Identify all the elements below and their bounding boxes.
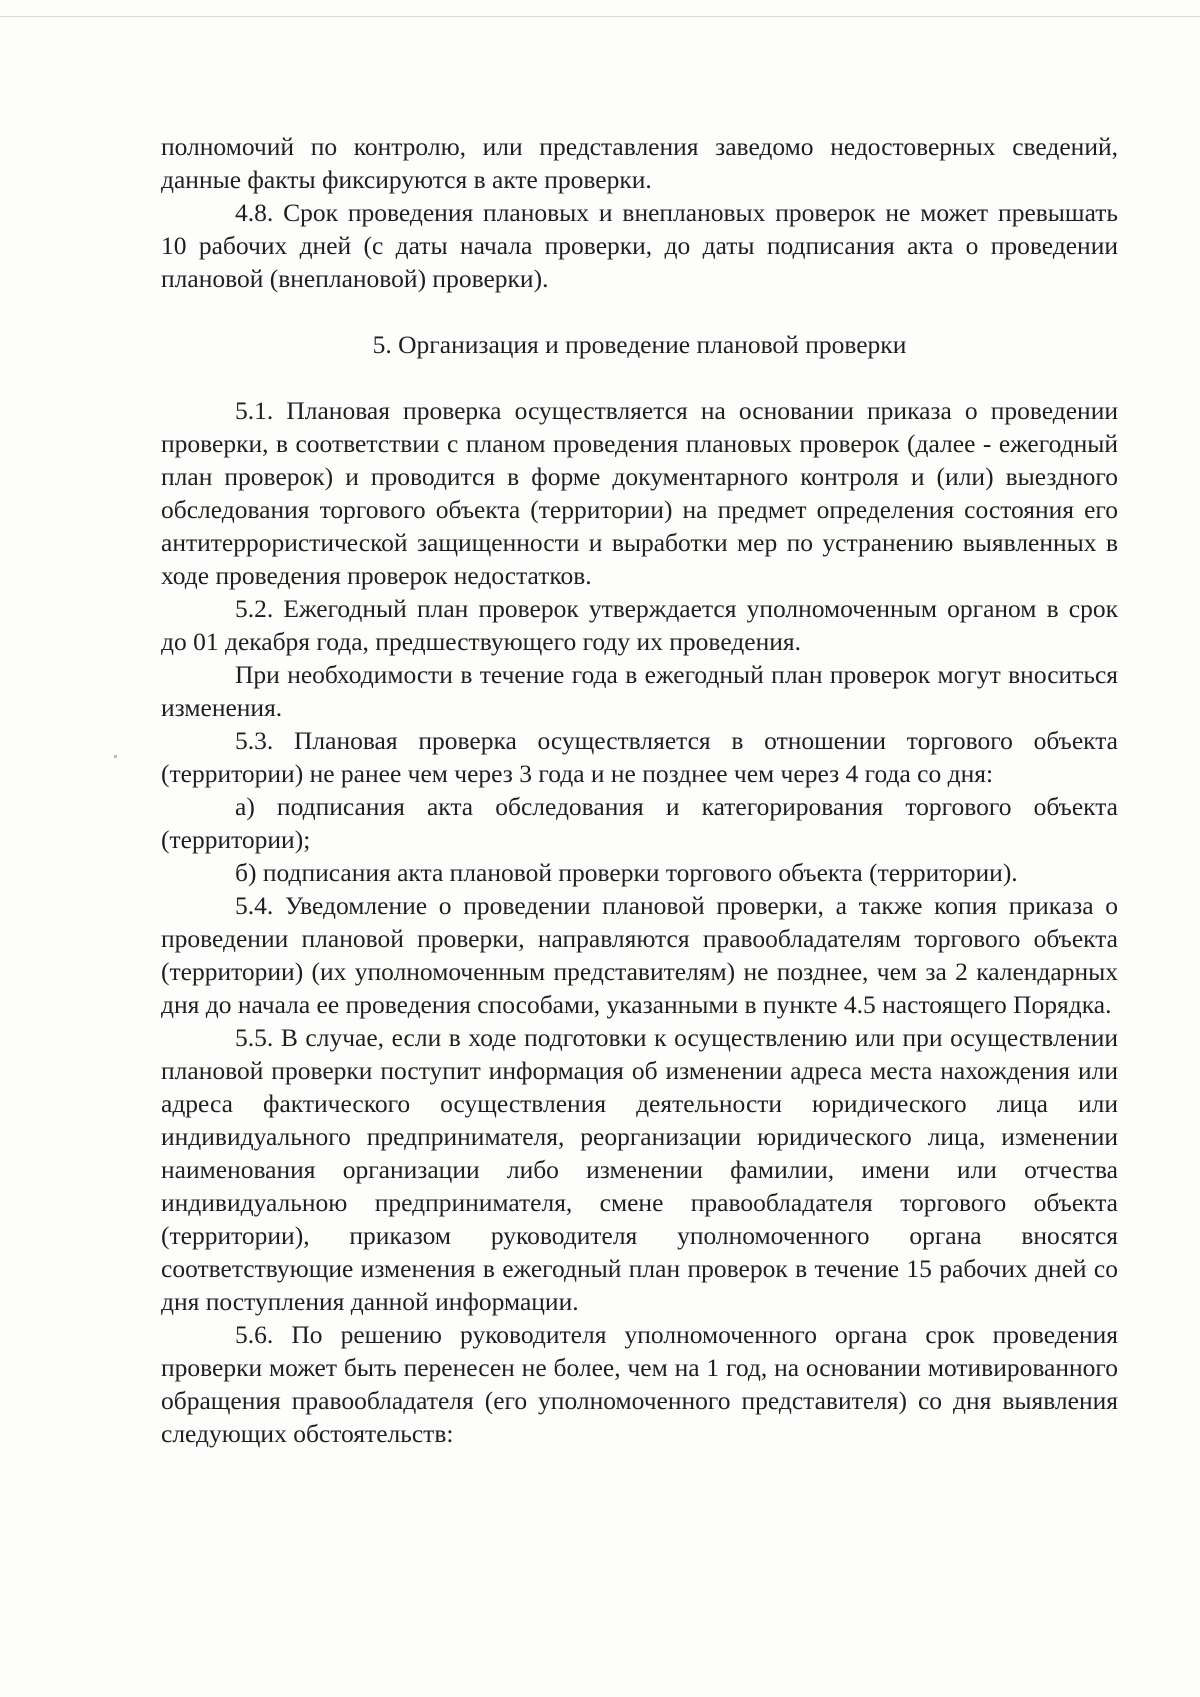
scan-edge-line (0, 16, 1200, 17)
document-body (161, 130, 1118, 1450)
paragraph-5-4: 5.4. Уведомление о проведении плановой проверки, а также копия приказа о проведении плановой проверки, направляются правообладателям торгового объекта (территории) (их уполномоченным представителям) не позднее, чем за 2 календарных дня до начала ее проведения способами, указанными в пункте 4.5 настоящего Порядка. (161, 891, 1118, 1019)
paragraph-5-3: 5.3. Плановая проверка осуществляется в отношении торгового объекта (территории) не ранее чем через 3 года и не позднее чем через 4 года со дня: (161, 726, 1118, 788)
paragraph-5-6: 5.6. По решению руководителя уполномоченного органа срок проведения проверки может быть перенесен не более, чем на 1 год, на основании мотивированного обращения правообладателя (его уполномоченного представителя) со дня выявления следующих обстоятельств: (161, 1320, 1118, 1448)
section-heading-5: 5. Организация и проведение плановой проверки (372, 330, 907, 359)
paragraph-4-8: 4.8. Срок проведения плановых и внеплановых проверок не может превышать 10 рабочих дней (с даты начала проверки, до даты подписания акта о проведении плановой (внеплановой) проверки). (161, 198, 1118, 293)
paragraph-5-3-a: а) подписания акта обследования и категорирования торгового объекта (территории); (161, 792, 1118, 854)
paragraph-5-1: 5.1. Плановая проверка осуществляется на основании приказа о проведении проверки, в соответствии с планом проведения плановых проверок (далее - ежегодный план проверок) и проводится в форме документарного контроля и (или) выездного обследования торгового объекта (территории) на предмет определения состояния его антитеррористической защищенности и выработки мер по устранению выявленных в ходе проведения проверок недостатков. (161, 396, 1118, 590)
paragraph-continuation: полномочий по контролю, или представления заведомо недостоверных сведений, данные факты фиксируются в акте проверки. (161, 132, 1118, 194)
scan-speck (114, 755, 117, 758)
paragraph-5-2: 5.2. Ежегодный план проверок утверждается уполномоченным органом в срок до 01 декабря года, предшествующего году их проведения. (161, 594, 1118, 656)
paragraph-5-5: 5.5. В случае, если в ходе подготовки к осуществлению или при осуществлении плановой проверки поступит информация об изменении адреса места нахождения или адреса фактического осуществления деятельности юридического лица или индивидуального предпринимателя, реорганизации юридического лица, изменении наименования организации либо изменении фамилии, имени или отчества индивидуальною предпринимателя, смене правообладателя торгового объекта (территории), приказом руководителя уполномоченного органа вносятся соответствующие изменения в ежегодный план проверок в течение 15 рабочих дней со дня поступления данной информации. (161, 1023, 1118, 1316)
paragraph-5-2-note: При необходимости в течение года в ежегодный план проверок могут вноситься изменения. (161, 660, 1118, 722)
paragraph-5-3-b: б) подписания акта плановой проверки торгового объекта (территории). (235, 858, 1018, 887)
